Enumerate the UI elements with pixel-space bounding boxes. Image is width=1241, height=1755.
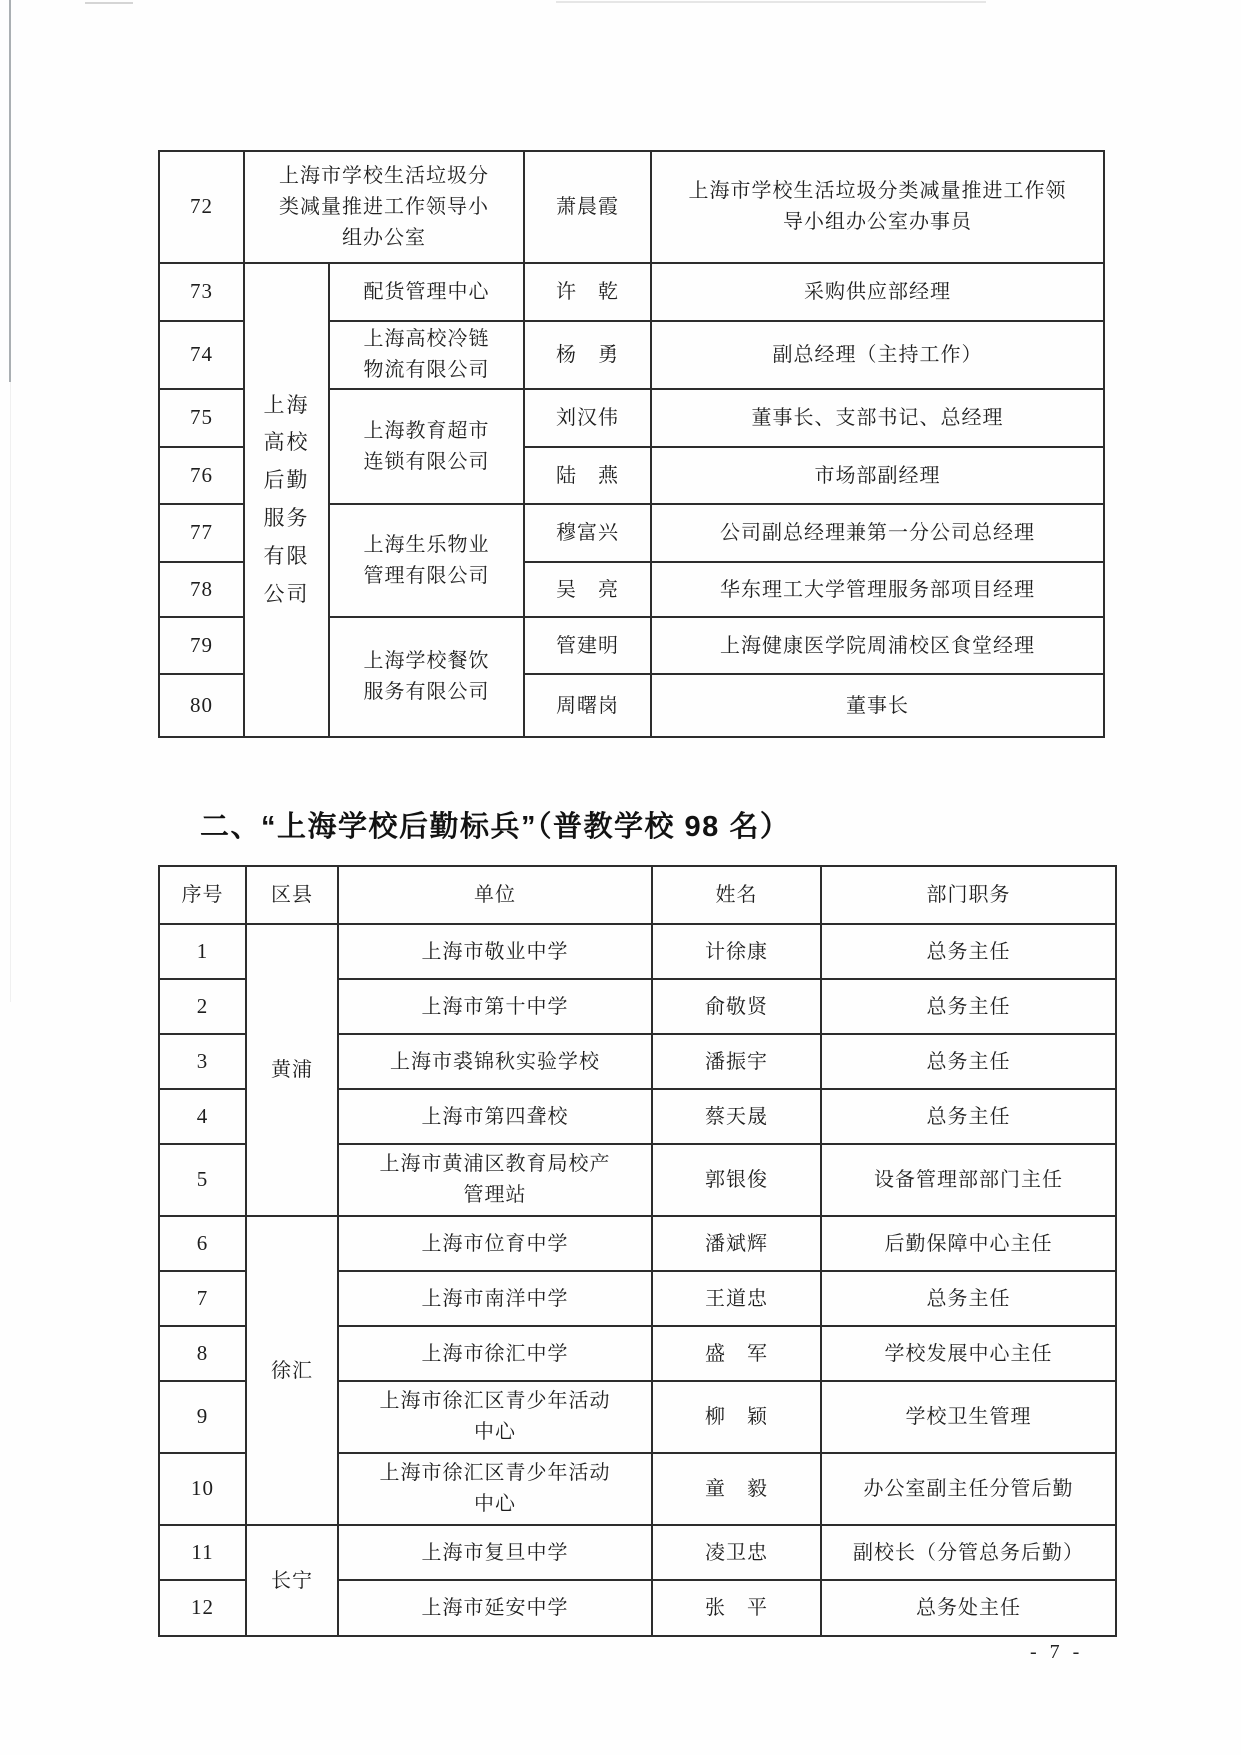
cell-name: 盛 军 <box>652 1326 821 1381</box>
cell-unit: 上海市南洋中学 <box>338 1271 652 1326</box>
cell-unit <box>329 617 524 737</box>
cell-position: 华东理工大学管理服务部项目经理 <box>651 562 1104 617</box>
cell-name: 萧晨霞 <box>524 151 651 263</box>
unit-text: 上海市徐汇区青少年活动中心 <box>379 1390 611 1443</box>
unit-text: 上海市徐汇区青少年活动中心 <box>379 1462 611 1515</box>
table-row <box>159 924 1116 979</box>
cell-unit <box>244 151 524 263</box>
cell-serial: 8 <box>159 1326 246 1381</box>
table-row <box>159 151 1104 263</box>
cell-serial: 6 <box>159 1216 246 1271</box>
cell-name: 柳 颖 <box>652 1381 821 1453</box>
table-row <box>159 1525 1116 1580</box>
cell-unit <box>338 1144 652 1216</box>
cell-position: 设备管理部部门主任 <box>821 1144 1116 1216</box>
cell-position: 后勤保障中心主任 <box>821 1216 1116 1271</box>
cell-serial: 76 <box>159 447 244 504</box>
cell-name: 王道忠 <box>652 1271 821 1326</box>
cell-name: 童 毅 <box>652 1453 821 1525</box>
cell-position: 董事长、支部书记、总经理 <box>651 389 1104 447</box>
cell-unit <box>338 1453 652 1525</box>
cell-unit: 上海市复旦中学 <box>338 1525 652 1580</box>
cell-position: 副校长（分管总务后勤） <box>821 1525 1116 1580</box>
cell-name: 许 乾 <box>524 263 651 321</box>
cell-unit: 配货管理中心 <box>329 263 524 321</box>
cell-position: 总务处主任 <box>821 1580 1116 1636</box>
cell-name: 潘斌辉 <box>652 1216 821 1271</box>
scan-edge-line <box>9 0 11 382</box>
unit-text: 上海市黄浦区教育局校产管理站 <box>379 1153 611 1206</box>
cell-serial: 1 <box>159 924 246 979</box>
cell-name: 俞敬贤 <box>652 979 821 1034</box>
cell-serial: 10 <box>159 1453 246 1525</box>
cell-serial: 77 <box>159 504 244 562</box>
cell-serial: 73 <box>159 263 244 321</box>
cell-name: 蔡天晟 <box>652 1089 821 1144</box>
scan-edge-line-faint <box>10 382 11 1002</box>
cell-serial: 9 <box>159 1381 246 1453</box>
cell-parent-org <box>244 263 329 737</box>
cell-position: 上海健康医学院周浦校区食堂经理 <box>651 617 1104 674</box>
cell-position: 学校卫生管理 <box>821 1381 1116 1453</box>
cell-position: 总务主任 <box>821 979 1116 1034</box>
cell-unit: 上海市第四聋校 <box>338 1089 652 1144</box>
position-text: 上海市学校生活垃圾分类减量推进工作领导小组办公室办事员 <box>688 180 1067 233</box>
cell-name: 吴 亮 <box>524 562 651 617</box>
cell-position: 总务主任 <box>821 924 1116 979</box>
parent-org-text: 上海高校后勤服务有限公司 <box>263 392 310 606</box>
cell-position: 学校发展中心主任 <box>821 1326 1116 1381</box>
cell-unit <box>329 504 524 617</box>
cell-serial: 74 <box>159 321 244 389</box>
unit-text: 上海市学校生活垃圾分类减量推进工作领导小组办公室 <box>279 164 489 249</box>
table-school-logistics-models <box>158 865 1117 1637</box>
header-unit: 单位 <box>338 866 652 924</box>
cell-name: 刘汉伟 <box>524 389 651 447</box>
cell-position: 副总经理（主持工作） <box>651 321 1104 389</box>
cell-unit: 上海市第十中学 <box>338 979 652 1034</box>
cell-serial: 7 <box>159 1271 246 1326</box>
cell-serial: 5 <box>159 1144 246 1216</box>
cell-serial: 80 <box>159 674 244 737</box>
header-serial: 序号 <box>159 866 246 924</box>
cell-name: 杨 勇 <box>524 321 651 389</box>
unit-text: 上海生乐物业管理有限公司 <box>363 533 490 587</box>
section2-heading: 二、“上海学校后勤标兵”（普教学校 98 名） <box>200 811 791 843</box>
cell-serial: 78 <box>159 562 244 617</box>
cell-position <box>651 151 1104 263</box>
header-position: 部门职务 <box>821 866 1116 924</box>
cell-position: 董事长 <box>651 674 1104 737</box>
cell-name: 潘振宇 <box>652 1034 821 1089</box>
table-award-list-continued <box>158 150 1105 738</box>
cell-name: 周曙岗 <box>524 674 651 737</box>
table-row <box>159 1216 1116 1271</box>
page-number: - 7 - <box>1030 1641 1084 1663</box>
cell-position: 总务主任 <box>821 1089 1116 1144</box>
cell-serial: 12 <box>159 1580 246 1636</box>
cell-serial: 2 <box>159 979 246 1034</box>
scan-top-smudge <box>556 1 986 3</box>
table-header-row <box>159 866 1116 924</box>
cell-unit: 上海市徐汇中学 <box>338 1326 652 1381</box>
cell-serial: 75 <box>159 389 244 447</box>
cell-unit: 上海市敬业中学 <box>338 924 652 979</box>
cell-district: 徐汇 <box>246 1216 338 1525</box>
cell-unit: 上海市裘锦秋实验学校 <box>338 1034 652 1089</box>
header-district: 区县 <box>246 866 338 924</box>
cell-unit <box>329 389 524 504</box>
cell-name: 管建明 <box>524 617 651 674</box>
cell-serial: 72 <box>159 151 244 263</box>
cell-position: 采购供应部经理 <box>651 263 1104 321</box>
cell-name: 计徐康 <box>652 924 821 979</box>
unit-text: 上海教育超市连锁有限公司 <box>363 419 490 473</box>
cell-unit <box>338 1381 652 1453</box>
cell-position: 公司副总经理兼第一分公司总经理 <box>651 504 1104 562</box>
cell-name: 穆富兴 <box>524 504 651 562</box>
cell-name: 张 平 <box>652 1580 821 1636</box>
cell-serial: 4 <box>159 1089 246 1144</box>
cell-unit: 上海市位育中学 <box>338 1216 652 1271</box>
cell-unit: 上海市延安中学 <box>338 1580 652 1636</box>
table-row <box>159 263 1104 321</box>
cell-position: 总务主任 <box>821 1271 1116 1326</box>
cell-serial: 11 <box>159 1525 246 1580</box>
cell-district: 黄浦 <box>246 924 338 1216</box>
unit-text: 上海高校冷链物流有限公司 <box>363 328 490 381</box>
header-name: 姓名 <box>652 866 821 924</box>
cell-name: 郭银俊 <box>652 1144 821 1216</box>
cell-unit <box>329 321 524 389</box>
cell-name: 凌卫忠 <box>652 1525 821 1580</box>
cell-serial: 79 <box>159 617 244 674</box>
cell-serial: 3 <box>159 1034 246 1089</box>
cell-position: 总务主任 <box>821 1034 1116 1089</box>
cell-position: 市场部副经理 <box>651 447 1104 504</box>
cell-district: 长宁 <box>246 1525 338 1636</box>
cell-name: 陆 燕 <box>524 447 651 504</box>
cell-position: 办公室副主任分管后勤 <box>821 1453 1116 1525</box>
unit-text: 上海学校餐饮服务有限公司 <box>363 650 490 703</box>
scan-top-mark <box>85 2 133 4</box>
